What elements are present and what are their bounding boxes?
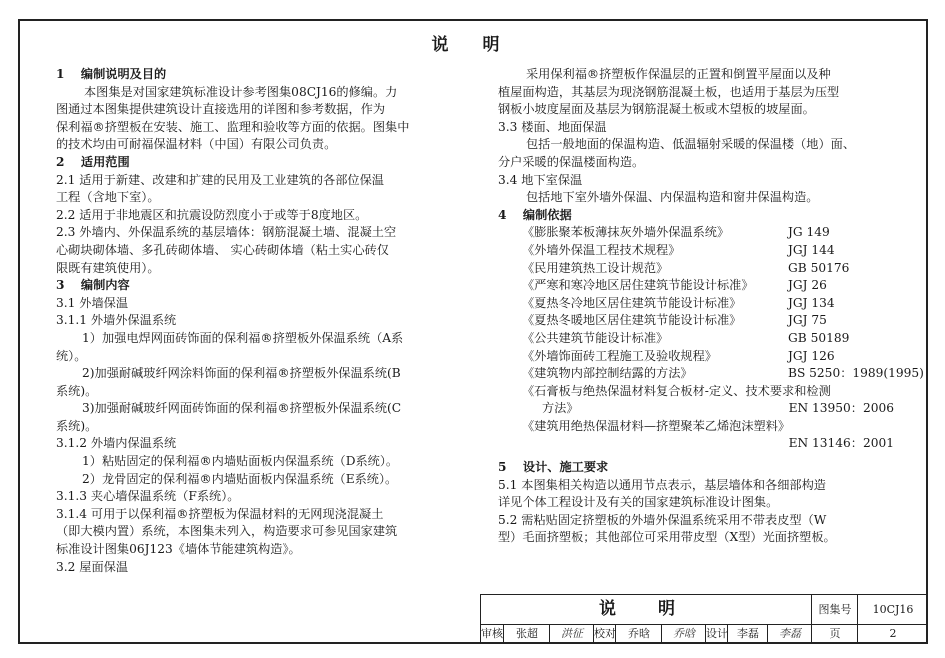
reference-code: GB 50189 — [788, 330, 850, 345]
reference-item — [498, 400, 908, 418]
check-signature: 乔晗 — [661, 624, 706, 643]
text-line: 系统)。 — [56, 418, 98, 433]
reference-item — [498, 418, 908, 436]
reference-title: 《夏热冬暖地区居住建筑节能设计标准》 — [522, 313, 742, 328]
text-line: 限既有建筑使用）。 — [56, 260, 160, 275]
reference-code: GB 50176 — [788, 260, 850, 275]
text-line: 2.3 外墙内、外保温系统的基层墙体：钢筋混凝土墙、混凝土空 — [56, 225, 397, 240]
reference-title: 《建筑物内部控制结露的方法》 — [522, 366, 693, 381]
reference-code: JGJ 75 — [788, 313, 827, 328]
text-line: 1 编制说明及目的 — [56, 67, 167, 81]
text-line: 4 编制依据 — [498, 207, 572, 222]
text-line: （即大模内置）系统，本图集未列入，构造要求可参见国家建筑 — [56, 524, 398, 539]
text-line: 3.1 外墙保温 — [56, 295, 129, 310]
page-label: 页 — [811, 624, 858, 643]
text-line: 详见个体工程设计及有关的国家建筑标准设计图集。 — [498, 495, 779, 510]
text-line: 3.2 屋面保温 — [56, 559, 129, 574]
reference-item — [498, 435, 908, 453]
text-line: 2）龙骨固定的保利福®内墙贴面板内保温系统（E系统）。 — [82, 471, 398, 486]
text-line: 3.3 楼面、地面保温 — [498, 119, 607, 134]
reference-title: 《膨胀聚苯板薄抹灰外墙外保温系统》 — [522, 225, 730, 240]
text-line: 3.4 地下室保温 — [498, 172, 583, 187]
text-line: 5.2 需粘贴固定挤塑板的外墙外保温系统采用不带表皮型（W — [498, 512, 827, 527]
text-line: 采用保利福®挤塑板作保温层的正置和倒置平屋面以及种 — [526, 67, 831, 81]
text-line: 3.1.4 可用于以保利福®挤塑板为保温材料的无网现浇混凝土 — [56, 506, 384, 521]
reference-item — [498, 348, 908, 366]
text-line: 5.1 本图集相关构造以通用节点表示，基层墙体和各细部构造 — [498, 477, 826, 492]
reference-code: JGJ 144 — [788, 242, 835, 257]
reference-code: JGJ 126 — [788, 348, 835, 363]
text-line: 钢板小坡度屋面及基层为钢筋混凝土板或木望板的坡屋面。 — [498, 102, 815, 117]
text-line: 型）毛面挤塑板；其他部位可采用带皮型（X型）光面挤塑板。 — [498, 530, 836, 545]
reference-title: 《外墙外保温工程技术规程》 — [522, 242, 681, 257]
text-line: 保利福®挤塑板在安装、施工、监理和验收等方面的依据。图集中 — [56, 119, 410, 134]
reference-title: 《民用建筑热工设计规范》 — [522, 260, 669, 275]
reference-title: 《严寒和寒冷地区居住建筑节能设计标准》 — [522, 278, 754, 293]
text-line: 包括一般地面的保温构造、低温辐射采暖的保温楼（地）面、 — [526, 137, 856, 152]
reference-item — [498, 365, 924, 383]
reference-item — [498, 260, 908, 278]
text-line: 植屋面构造，其基层为现浇钢筋混凝土板，也适用于基层为压型 — [498, 84, 840, 99]
reference-code: JGJ 134 — [788, 295, 835, 310]
review-name: 张超 — [503, 624, 550, 643]
reference-title: 《夏热冬冷地区居住建筑节能设计标准》 — [522, 295, 742, 310]
text-line: 2.2 适用于非地震区和抗震设防烈度小于或等于8度地区。 — [56, 207, 368, 222]
check-name: 乔晗 — [615, 624, 662, 643]
text-line: 5 设计、施工要求 — [498, 460, 609, 475]
check-label: 校对 — [593, 624, 616, 643]
design-signature: 李磊 — [767, 624, 812, 643]
text-line: 3.1.1 外墙外保温系统 — [56, 313, 177, 328]
reference-code: BS 5250：1989(1995) — [788, 366, 924, 381]
text-line: 的技术均由可耐福保温材料（中国）有限公司负责。 — [56, 137, 337, 152]
text-line: 心砌块砌体墙、多孔砖砌体墙、 实心砖砌体墙（粘土实心砖仅 — [56, 242, 389, 257]
reference-item — [498, 242, 908, 260]
text-line: 图通过本图集提供建筑设计直接选用的详图和参考数据，作为 — [56, 102, 386, 117]
text-line: 3.1.3 夹心墙保温系统（F系统）。 — [56, 489, 240, 504]
text-line: 1）加强电焊网面砖饰面的保利福®挤塑板外保温系统（A系 — [82, 330, 404, 345]
reference-code: EN 13950：2006 — [788, 401, 894, 416]
text-line: 1）粘贴固定的保利福®内墙贴面板内保温系统（D系统）。 — [82, 454, 399, 469]
reference-title: 《外墙饰面砖工程施工及验收规程》 — [522, 348, 717, 363]
text-line: 2 适用范围 — [56, 154, 130, 169]
review-signature: 洪征 — [549, 624, 594, 643]
reference-title: 《建筑用绝热保温材料—挤塑聚苯乙烯泡沫塑料》 — [522, 418, 791, 433]
title-block-title: 说 明 — [599, 599, 693, 619]
reference-code: JG 149 — [788, 225, 830, 240]
reference-title — [498, 435, 774, 453]
reference-item — [498, 277, 908, 295]
atlas-number: 10CJ16 — [857, 595, 928, 624]
reference-title: 方法》 — [542, 401, 579, 416]
text-line: 2.1 适用于新建、改建和扩建的民用及工业建筑的各部位保温 — [56, 172, 384, 187]
reference-code: JGJ 26 — [788, 278, 827, 293]
atlas-number-label: 图集号 — [811, 595, 858, 624]
reference-item — [498, 383, 908, 401]
text-line: 本图集是对国家建筑标准设计参考图集08CJ16的修编。力 — [84, 84, 398, 99]
design-label: 设计 — [705, 624, 728, 643]
reference-item — [498, 224, 908, 242]
text-line: 工程（含地下室）。 — [56, 190, 160, 205]
title-block — [480, 594, 927, 643]
design-name: 李磊 — [727, 624, 768, 643]
text-line: 3 编制内容 — [56, 278, 130, 293]
reference-code: EN 13146：2001 — [788, 436, 894, 451]
reference-item — [498, 312, 908, 330]
text-line: 包括地下室外墙外保温、内保温构造和窗井保温构造。 — [526, 190, 819, 205]
left-column — [56, 66, 462, 576]
text-line: 分户采暖的保温楼面构造。 — [498, 154, 645, 169]
text-line: 系统)。 — [56, 383, 98, 398]
review-label: 审核 — [481, 627, 503, 640]
text-line: 标准设计图集06J123《墙体节能建筑构造》。 — [56, 542, 301, 557]
reference-title: 《公共建筑节能设计标准》 — [522, 330, 669, 345]
text-line: 3.1.2 外墙内保温系统 — [56, 436, 177, 451]
text-line: 3)加强耐碱玻纤网面砖饰面的保利福®挤塑板外保温系统(C — [82, 401, 402, 416]
reference-title: 《石膏板与绝热保温材料复合板材-定义、技术要求和检测 — [522, 383, 831, 398]
reference-item — [498, 295, 908, 313]
right-column — [498, 66, 924, 547]
page-number: 2 — [857, 624, 928, 643]
text-line: 统）。 — [56, 348, 87, 363]
text-line: 2)加强耐碱玻纤网涂料饰面的保利福®挤塑板外保温系统(B — [82, 366, 401, 381]
reference-item — [498, 330, 908, 348]
page-title: 说 明 — [431, 35, 514, 55]
